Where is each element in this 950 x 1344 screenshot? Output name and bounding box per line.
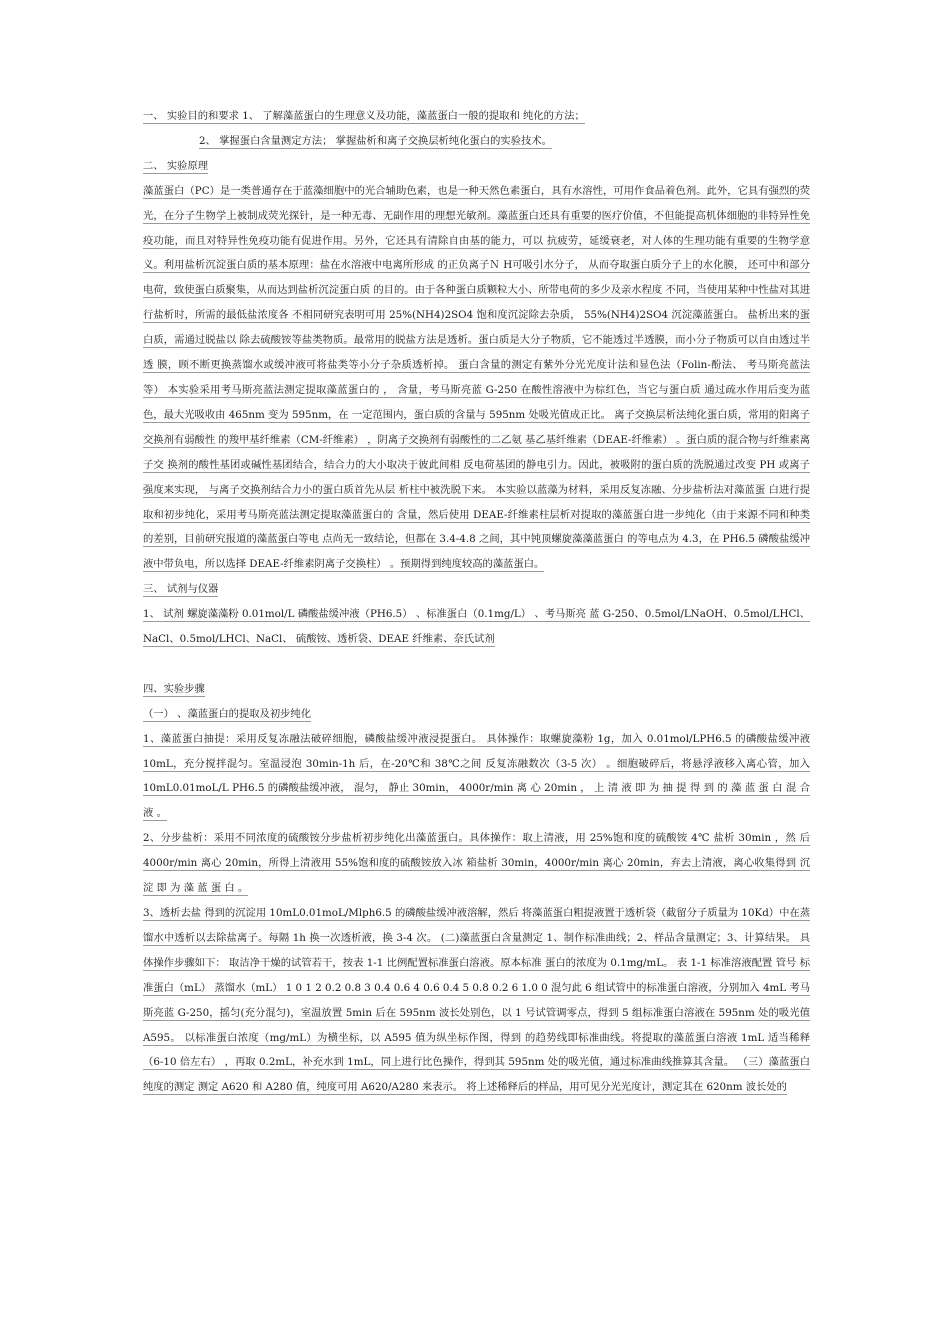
- subsection-1-heading: （一） 、藻蓝蛋白的提取及初步纯化: [143, 707, 312, 720]
- section-3-heading: 三、 试剂与仪器: [143, 583, 219, 596]
- section-1-item-2: 2、 掌握蛋白含量测定方法； 掌握盐析和离子交换层析纯化蛋白的实验技术。: [199, 134, 552, 147]
- principle-paragraph: 藻蓝蛋白（PC）是一类普通存在于蓝藻细胞中的光合辅助色素，也是一种天然色素蛋白，具有水溶性，可用作食品着色剂。此外，它具有强烈的荧光，在分子生物学上被制成荧光探针，是一种无毒、无副作用的理想光敏剂。藻蓝蛋白还具有重要的医疗价值，不但能提高机体细胞的非特异性免疫功能，而且对特异性免疫功能有促进作用。另外，它还具有清除自由基的能力，可以 抗疲劳，延缓衰老，对人体的生理功能有重要的生物学意义。利用盐析沉淀蛋白质的基本原理：盐在水溶液中电离所形成 的正负离子Ｎ H可吸引水分子， 从而夺取蛋白质分子上的水化膜， 还可中和部分电荷，致使蛋白质聚集，从而达到盐析沉淀蛋白质 的目的。由于各种蛋白质颗粒大小、所带电荷的多少及亲水程度 不同，当使用某种中性盐对其进行盐析时，所需的最低盐浓度各 不相同研究表明可用 25%(NH4)2SO4 饱和度沉淀除去杂质， 55%(NH4)2SO4 沉淀藻蓝蛋白。 盐析出来的蛋白质，需通过脱盐以 除去硫酸铵等盐类物质。最常用的脱盐方法是透析。蛋白质是大分子物质，它不能透过半透膜，而小分子物质可以自由透过半透 膜，顾不断更换蒸馏水或缓冲液可将盐类等小分子杂质透析掉。 蛋白含量的测定有紫外分光光度计法和显色法（Folin-酚法、 考马斯亮蓝法等） 本实验采用考马斯亮蓝法测定提取藻蓝蛋白的 ， 含量，考马斯亮蓝 G-250 在酸性溶液中为棕红色，当它与蛋白质 通过疏水作用后变为蓝色，最大光吸收由 465nm 变为 595nm，在 一定范围内，蛋白质的含量与 595nm 处吸光值成正比。 离子交换层析法纯化蛋白质，常用的阳离子交换剂有弱酸性 的羧甲基纤维素（CM-纤维素） ，阴离子交换剂有弱酸性的二乙氨 基乙基纤维素（DEAE-纤维素） 。蛋白质的混合物与纤维素离子交 换剂的酸性基团或碱性基团结合，结合力的大小取决于彼此间相 反电荷基团的静电引力。因此，被吸附的蛋白质的洗脱通过改变 PH 或离子强度来实现， 与离子交换剂结合力小的蛋白质首先从层 析柱中被洗脱下来。 本实验以蓝藻为材料，采用反复冻融、分步盐析法对藻蓝蛋 白进行提取和初步纯化，采用考马斯亮蓝法测定提取藻蓝蛋白的 含量，然后使用 DEAE-纤维素柱层析对提取的藻蓝蛋白进一步纯化（由于来源不同和种类的差别，目前研究报道的藻蓝蛋白等电 点尚无一致结论，但都在 3.4-4.8 之间，其中钝顶螺旋藻藻蓝蛋白 的等电点为 4.3，在 PH6.5 磷酸盐缓冲液中带负电，所以选择 DEAE-纤维素阴离子交换柱） 。预期得到纯度较高的藻蓝蛋白。: [143, 184, 810, 571]
- section-2-heading: 二、 实验原理: [143, 159, 209, 172]
- step-1-paragraph: 1、藻蓝蛋白抽提：采用反复冻融法破碎细胞，磷酸盐缓冲液浸提蛋白。 具体操作：取螺旋藻粉 1g，加入 0.01mol/LPH6.5 的磷酸盐缓冲液 10mL，充分搅拌混匀。室温浸泡 30min-1h 后，在-20℃和 38℃之间 反复冻融数次（3-5 次） 。细胞破碎后，将悬浮液移入离心管，加入 10mL0.01moL/L PH6.5 的磷酸盐缓冲液， 混匀， 静止 30min， 4000r/min 离 心 20min ， 上 清 液 即 为 抽 提 得 到 的 藻 蓝 蛋 白 混 合 液 。: [143, 732, 810, 820]
- section-4-heading: 四、实验步骤: [143, 682, 205, 695]
- step-2-paragraph: 2、分步盐析：采用不同浓度的硫酸铵分步盐析初步纯化出藻蓝蛋白。具体操作：取上清液，用 25%饱和度的硫酸铵 4℃ 盐析 30min ，然 后 4000r/min 离心 20min，所得上清液用 55%饱和度的硫酸铵放入冰 箱盐析 30min，4000r/min 离心 20min，弃去上清液，离心收集得到 沉 淀 即 为 藻 蓝 蛋 白 。: [143, 832, 810, 895]
- reagents-paragraph: 1、 试剂 螺旋藻藻粉 0.01mol/L 磷酸盐缓冲液（PH6.5） 、标准蛋白（0.1mg/L） 、考马斯亮 蓝 G-250、0.5mol/LNaOH、0.5mol/LHCl、NaCl、0.5mol/LHCl、NaCl、 硫酸铵、透析袋、DEAE 纤维素、奈氏试剂: [143, 608, 810, 646]
- section-1-heading: 一、 实验目的和要求 1、 了解藻蓝蛋白的生理意义及功能，藻蓝蛋白一般的提取和 纯化的方法；: [143, 110, 585, 122]
- document-body: [143, 104, 810, 1100]
- step-3-paragraph: 3、透析去盐 得到的沉淀用 10mL0.01moL/Mlph6.5 的磷酸盐缓冲液溶解，然后 将藻蓝蛋白粗提液置于透析袋（截留分子质量为 10Kd）中在蒸馏水中透析以去除盐离子。每隔 1h 换一次透析液，换 3-4 次。 (二)藻蓝蛋白含量测定 1、制作标准曲线；2、样品含量测定；3、计算结果。 具体操作步骤如下： 取洁净干燥的试管若干，按表 1-1 比例配置标准蛋白溶液。原本标准 蛋白的浓度为 0.1mg/mL。 表 1-1 标准溶液配置 管号 标准蛋白（mL） 蒸馏水（mL） 1 0 1 2 0.2 0.8 3 0.4 0.6 4 0.6 0.4 5 0.8 0.2 6 1.0 0 混匀此 6 组试管中的标准蛋白溶液，分别加入 4mL 考马斯亮蓝 G-250，摇匀(充分混匀)，室温放置 5min 后在 595nm 波长处别色，以 1 号试管调零点，得到 5 组标准蛋白溶液在 595nm 处的吸光值 A595。 以标准蛋白浓度（mg/mL）为横坐标，以 A595 值为纵坐标作图，得到 的趋势线即标准曲线。将提取的藻蓝蛋白溶液 1mL 适当稀释（6-10 倍左右） ，再取 0.2mL，补充水到 1mL，同上进行比色操作，得到其 595nm 处的吸光值，通过标准曲线推算其含量。 （三）藻蓝蛋白纯度的测定 测定 A620 和 A280 值，纯度可用 A620/A280 来表示。 将上述稀释后的样品，用可见分光光度计，测定其在 620nm 波长处的: [143, 906, 811, 1094]
